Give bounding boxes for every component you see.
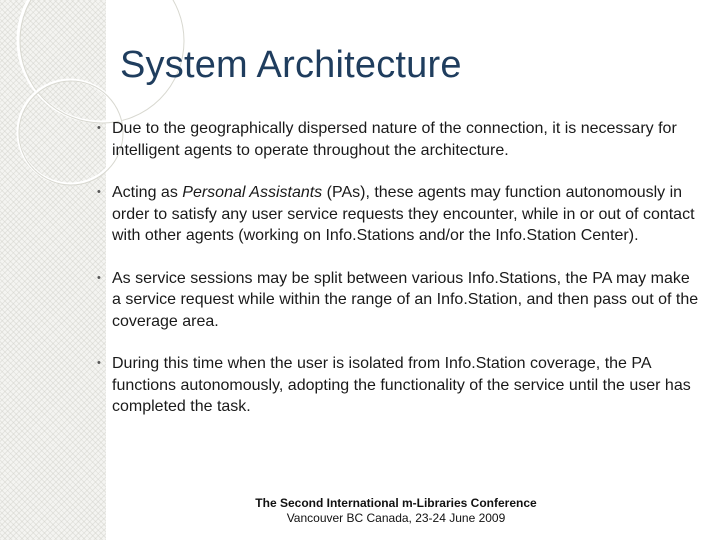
bullet-glyph: • (97, 122, 101, 134)
footer-conference: The Second International m-Libraries Conference (255, 496, 537, 510)
bullet-text: Acting as (112, 184, 183, 201)
bullet-item (97, 182, 702, 247)
bullet-glyph: • (97, 186, 101, 198)
bullet-emphasis: Personal Assistants (182, 184, 323, 201)
bullet-text: During this time when the user is isolated from Info.Station coverage, the PA functions autonomously, adopting the functionality of the service until the user has completed the task. (112, 355, 691, 415)
slide-footer (0, 496, 720, 525)
bullet-item (97, 268, 702, 333)
bullet-text: Due to the geographically dispersed nature of the connection, it is necessary for intelligent agents to operate throughout the architecture. (112, 120, 677, 159)
bullet-item (97, 118, 702, 161)
bullet-list (97, 118, 702, 439)
bullet-item (97, 353, 702, 418)
bullet-text-cont: (PAs), these agents may function autonomously in order to satisfy any user service requests they encounter, while in or out of contact with other agents (working on Info.Stations and/or the Info.Station Center). (112, 184, 695, 244)
bullet-text: As service sessions may be split between various Info.Stations, the PA may make a service request while within the range of an Info.Station, and then pass out of the coverage area. (112, 269, 699, 330)
bullet-glyph: • (97, 357, 101, 369)
slide-title: System Architecture (120, 44, 462, 86)
footer-location-date: Vancouver BC Canada, 23-24 June 2009 (286, 511, 506, 525)
bullet-glyph: • (97, 271, 101, 284)
